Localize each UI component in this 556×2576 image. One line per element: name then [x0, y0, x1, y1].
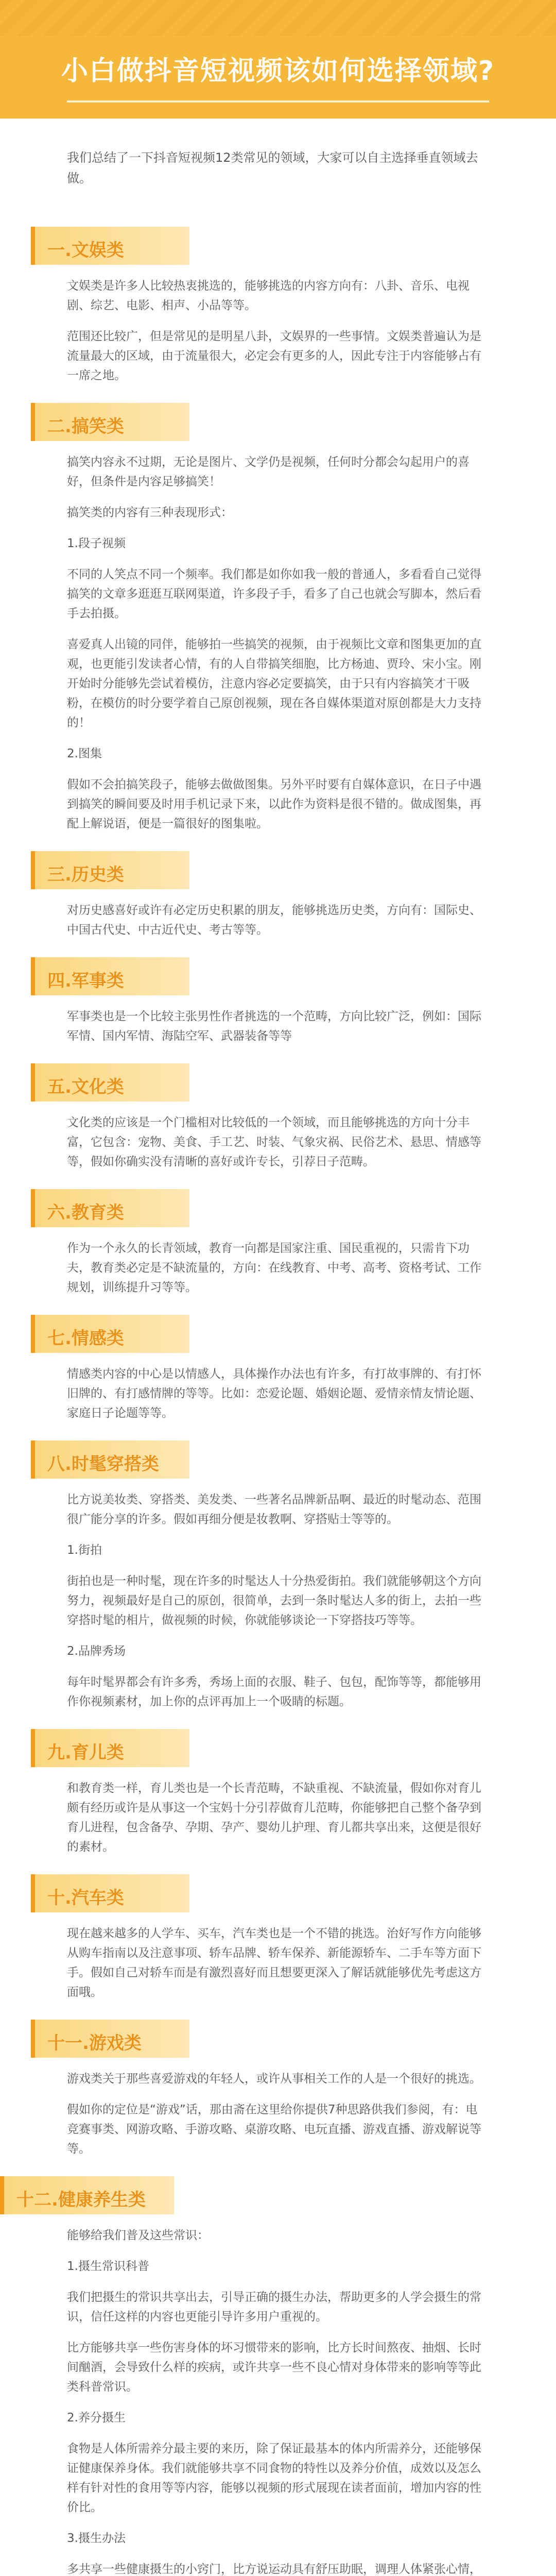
section-body	[67, 1778, 489, 1857]
section-paragraph: 范围还比较广，但是常见的是明星八卦，文娱界的一些事情。文娱类普遍认为是流量最大的区域，由于流量很大，必定会有更多的人，因此专注于内容能够占有一席之地。	[67, 330, 481, 382]
article-section	[0, 1440, 556, 1711]
section-heading-bar	[31, 227, 189, 265]
section-paragraph: 情感类内容的中心是以情感人，具体操作办法也有许多，有打故事牌的、有打怀旧牌的、有打感情牌的等等。比如：恋爱论题、婚姻论题、爱情亲情友情论题、家庭日子论题等等。	[67, 1367, 481, 1420]
section-body	[67, 452, 489, 834]
section-paragraph: 1.段子视频	[67, 537, 126, 550]
section-paragraph: 食物是人体所需养分最主要的来历，除了保证最基本的体内所需养分，还能够保证健康保养身体。我们就能够共享不同食物的特性以及养分价值，成效以及怎么样有针对性的食用等等内容，能够以视频的形式展现在读者面前，增加内容的性价比。	[67, 2442, 481, 2514]
section-body	[67, 901, 489, 940]
section-paragraph: 2.图集	[67, 747, 102, 760]
article-section	[0, 957, 556, 1046]
title-underline	[67, 100, 489, 103]
section-body	[67, 1113, 489, 1172]
article-section	[0, 227, 556, 385]
section-heading-bar	[31, 1440, 189, 1479]
section-heading-bar	[31, 1189, 189, 1227]
section-heading: 八.时髦穿搭类	[47, 1454, 159, 1475]
intro-text: 我们总结了一下抖音短视频12类常见的领域，大家可以自主选择垂直领域去做。	[67, 150, 478, 185]
section-paragraph: 文化类的应该是一个门槛相对比较低的一个领域，而且能够挑选的方向十分丰富，它包含：宠物、美食、手工艺、时装、气象灾祸、民俗艺术、悬思、情感等等，假如你确实没有清晰的喜好或许专长，引荐日子范畴。	[67, 1116, 481, 1168]
section-body	[67, 1007, 489, 1046]
section-paragraph: 2.品牌秀场	[67, 1645, 126, 1658]
section-paragraph: 每年时髦界都会有许多秀，秀场上面的衣服、鞋子、包包，配饰等等，都能够用作你视频素材，加上你的点评再加上一个吸睛的标题。	[67, 1675, 481, 1708]
section-paragraph: 搞笑类的内容有三种表现形式：	[67, 506, 233, 519]
section-heading-bar	[31, 403, 189, 441]
article-section	[0, 2020, 556, 2159]
section-paragraph: 对历史感喜好或许有必定历史积累的朋友，能够挑选历史类，方向有：国际史、中国古代史、中古近代史、考古等等。	[67, 904, 481, 937]
section-paragraph: 假如你的定位是“游戏”话，那由斋在这里给你提供7种思路供我们参阅，有：电竞赛事类、网游攻略、手游攻略、桌游攻略、电玩直播、游戏直播、游戏解说等等。	[67, 2103, 481, 2156]
section-heading-bar	[31, 1315, 189, 1353]
section-paragraph: 1.街拍	[67, 1544, 102, 1557]
section-heading: 十二.健康养生类	[16, 2190, 146, 2210]
section-body	[67, 276, 489, 385]
section-heading: 三.历史类	[47, 865, 124, 885]
section-heading-bar	[0, 2176, 174, 2214]
section-paragraph: 游戏类关于那些喜爱游戏的年轻人，或许从事相关工作的人是一个很好的挑选。	[67, 2072, 481, 2086]
section-body	[67, 1239, 489, 1297]
article-section	[0, 1189, 556, 1297]
section-heading: 六.教育类	[47, 1202, 124, 1223]
section-body	[67, 1490, 489, 1711]
section-paragraph: 作为一个永久的长青领域，教育一向都是国家注重、国民重视的，只需肯下功夫，教育类必定是不缺流量的，方向：在线教育、中考、高考、资格考试、工作规划，训练提升习等等。	[67, 1242, 481, 1294]
article-section	[0, 1729, 556, 1857]
section-heading-bar	[31, 851, 189, 889]
section-heading: 四.军事类	[47, 971, 124, 991]
section-paragraph: 我们把摄生的常识共享出去，引导正确的摄生办法，帮助更多的人学会摄生的常识，信任这样的内容也更能引导许多用户重视的。	[67, 2291, 481, 2324]
section-paragraph: 假如不会拍搞笑段子，能够去做做图集。另外平时要有自媒体意识，在日子中遇到搞笑的瞬间要及时用手机记录下来，以此作为资料是很不错的。做成图集，再配上解说语，便是一篇很好的图集啦。	[67, 778, 481, 831]
section-paragraph: 喜爱真人出镜的同伴，能够拍一些搞笑的视频，由于视频比文章和图集更加的直观，也更能引发读者心情，有的人自带搞笑细胞，比方杨迪、贾玲、宋小宝。刚开始时分能够先尝试着模仿，注意内容必定要搞笑，由于只有内容搞笑才干吸粉，在模仿的时分要学着自己原创视频，现在各自媒体渠道对原创都是大力支持的！	[67, 638, 481, 730]
section-paragraph: 比方说美妆类、穿搭类、美发类、一些著名品牌新品啊、最近的时髦动态、范围很广能分享的许多。假如再细分便是妆教啊、穿搭贴士等等的。	[67, 1493, 481, 1526]
section-paragraph: 比方能够共享一些伤害身体的坏习惯带来的影响，比方长时间熬夜、抽烟、长时间酗酒，会导致什么样的疾病，或许共享一些不良心情对身体带来的影响等等此类科普常识。	[67, 2341, 481, 2394]
article-section	[0, 1063, 556, 1172]
section-heading-bar	[31, 957, 189, 995]
section-paragraph: 搞笑内容永不过期，无论是图片、文学仍是视频，任何时分都会勾起用户的喜好，但条件是内容足够搞笑！	[67, 455, 470, 488]
section-paragraph: 文娱类是许多人比较热衷挑选的，能够挑选的内容方向有：八卦、音乐、电视剧、综艺、电影、相声、小品等等。	[67, 279, 470, 312]
section-heading-bar	[31, 1063, 189, 1101]
section-paragraph: 3.摄生办法	[67, 2532, 126, 2545]
section-list	[0, 227, 556, 2576]
section-heading: 十.汽车类	[47, 1888, 124, 1908]
article-section	[0, 2176, 556, 2576]
section-paragraph: 能够给我们普及这些常识：	[67, 2229, 209, 2242]
section-heading: 七.情感类	[47, 1328, 124, 1349]
section-paragraph: 现在越来越多的人学车、买车，汽车类也是一个不错的挑选。治好写作方向能够从购车指南以及注意事项、轿车品牌、轿车保养、新能源轿车、二手车等方面下手。假如自己对轿车而是有激烈喜好而且想要更深入了解话就能够优先考虑这方面哦。	[67, 1927, 481, 1999]
article-section	[0, 851, 556, 940]
section-paragraph: 街拍也是一种时髦，现在许多的时髦达人十分热爱街拍。我们就能够朝这个方向努力，视频最好是自己的原创，很简单，去到一条时髦达人多的街上，去拍一些穿搭时髦的相片，做视频的时候，你就能够谈论一下穿搭技巧等等。	[67, 1574, 481, 1627]
article-section	[0, 1315, 556, 1423]
section-paragraph: 和教育类一样，育儿类也是一个长青范畴，不缺重视、不缺流量，假如你对育儿颇有经历或许是从事这一个宝妈十分引荐做育儿范畴，你能够把自己整个备孕到育儿进程，包含备孕、孕期、孕产、婴幼儿护理、育儿都共享出来，这便是很好的素材。	[67, 1782, 481, 1854]
section-heading: 一.文娱类	[47, 240, 124, 261]
section-heading-bar	[31, 1874, 189, 1912]
page-title: 小白做抖音短视频该如何选择领域?	[61, 56, 495, 87]
section-body	[67, 2226, 489, 2576]
section-body	[67, 1924, 489, 2002]
title-banner	[0, 0, 556, 118]
section-heading-bar	[31, 1729, 189, 1767]
section-paragraph: 1.摄生常识科普	[67, 2260, 149, 2273]
article-section	[0, 403, 556, 834]
banner-pattern	[0, 0, 556, 36]
section-heading: 九.育儿类	[47, 1742, 124, 1763]
section-body	[67, 1364, 489, 1423]
section-paragraph: 不同的人笑点不同一个频率。我们都是如你如我一般的普通人，多看看自己觉得搞笑的文章多逛逛互联网渠道，许多段子手，看多了自己也就会写脚本，然后看手去拍摄。	[67, 568, 481, 620]
section-heading: 五.文化类	[47, 1077, 124, 1097]
section-paragraph: 军事类也是一个比较主张男性作者挑选的一个范畴，方向比较广泛，例如：国际军情、国内军情、海陆空军、武器装备等等	[67, 1010, 481, 1043]
section-heading-bar	[31, 2020, 189, 2058]
section-heading: 十一.游戏类	[47, 2033, 142, 2054]
section-paragraph: 2.养分摄生	[67, 2411, 126, 2425]
section-paragraph: 多共享一些健康摄生的小窍门，比方说运动具有舒压助眠，调理人体紧张心情，	[67, 2563, 481, 2576]
section-body	[67, 2069, 489, 2159]
section-heading: 二.搞笑类	[47, 416, 124, 437]
article-section	[0, 1874, 556, 2002]
